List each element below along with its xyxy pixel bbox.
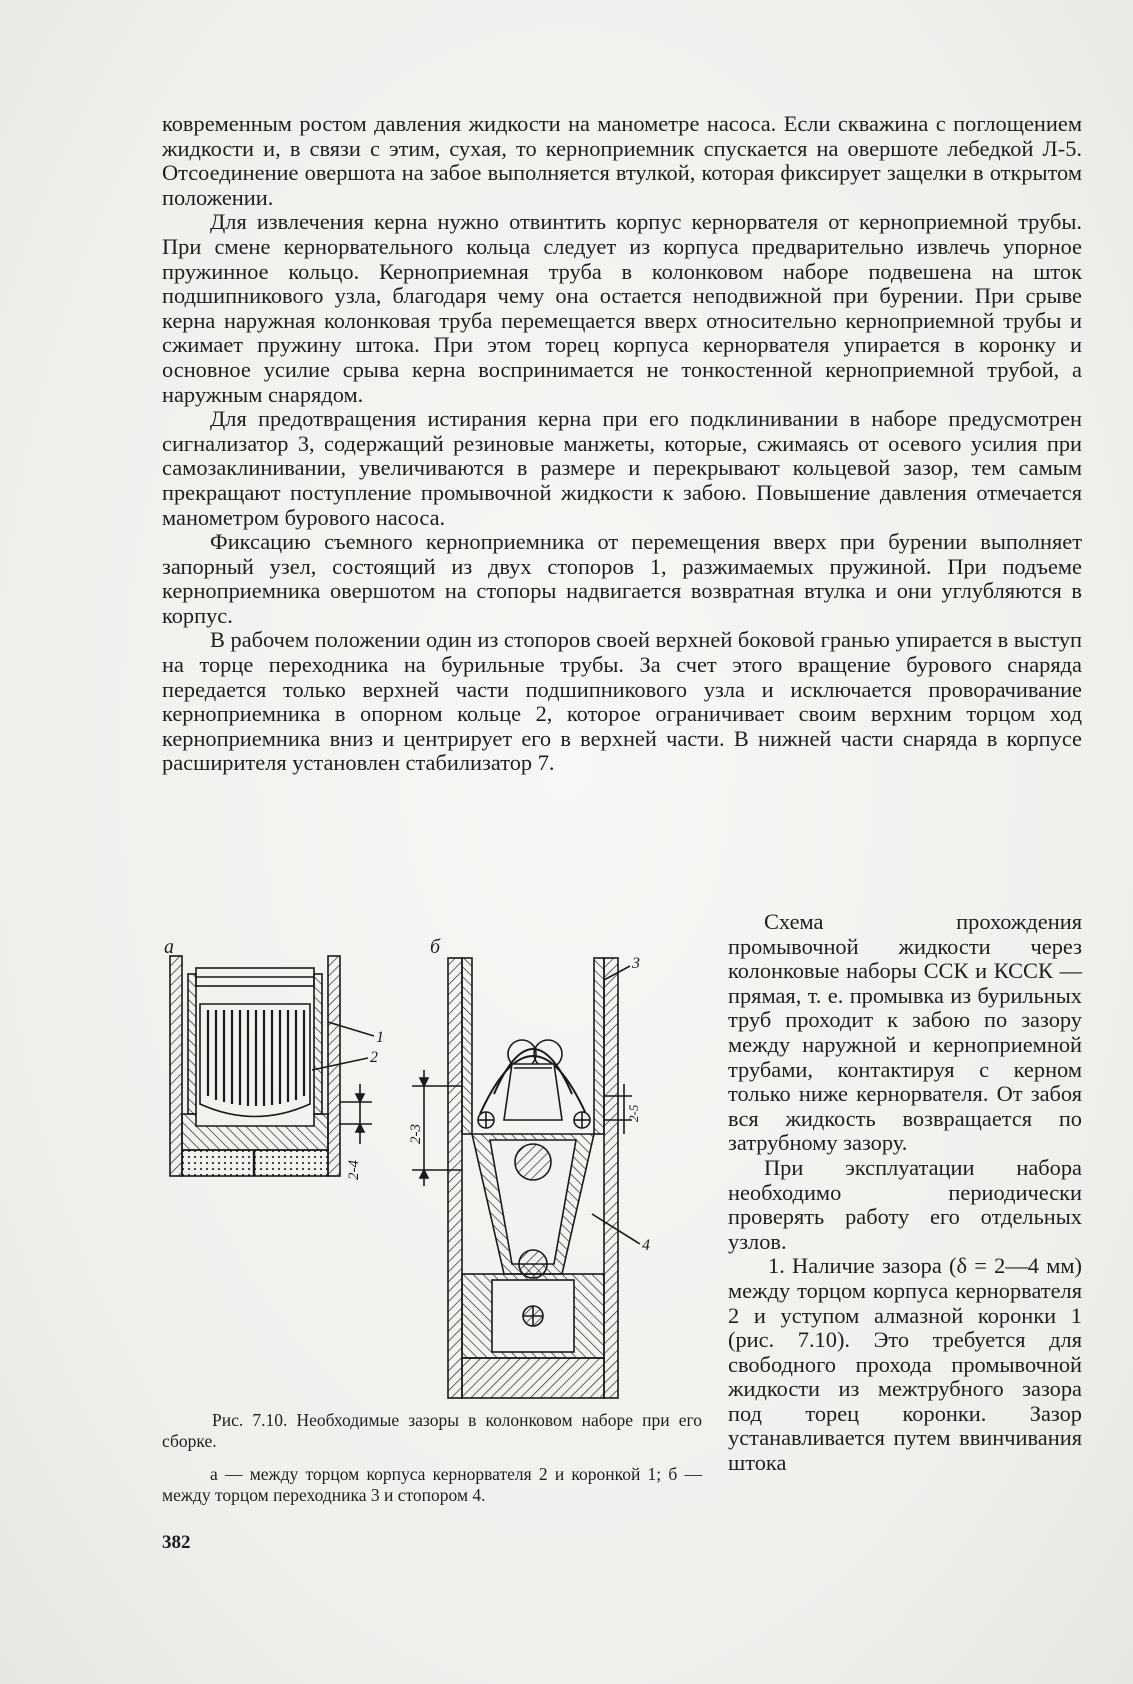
callout-b-4: 4	[642, 1237, 650, 1254]
dim-b-2-5: 2-5	[626, 1104, 641, 1122]
dim-a-2-4: 2-4	[346, 1160, 362, 1180]
caption-legend: а — между торцом корпуса кернорвателя 2 и коронкой 1; б — между торцом переходника 3 и стопором 4.	[162, 1464, 702, 1505]
main-text	[162, 112, 1082, 776]
page-number: 382	[162, 1532, 191, 1553]
figure-caption	[162, 1410, 702, 1506]
paragraph-4: Фиксацию съемного керноприемника от перемещения вверх при бурении выполняет запорный узел, состоящий из двух стопоров 1, разжимаемых пружиной. При подъеме керноприемника овершотом на стопоры надвигается возвратная втулка и они углубляются в корпус.	[162, 529, 1082, 628]
side-paragraph-2: При эксплуатации набора необходимо периодически проверять работу его отдельных узлов.	[728, 1154, 1082, 1254]
callout-a-2: 2	[370, 1049, 378, 1066]
side-paragraph-3: 1. Наличие зазора (δ = 2—4 мм) между торцом корпуса кернорвателя 2 и уступом алмазной коронки 1 (рис. 7.10). Это требуется для свободного прохода промывочной жидкости из межтрубного зазора под торец коронки. Зазор устанавливается путем ввинчивания штока	[728, 1253, 1082, 1476]
paragraph-3: Для предотвращения истирания керна при его подклинивании в наборе предусмотрен сигнализатор 3, содержащий резиновые манжеты, которые, сжимаясь от осевого усилия при самозаклинивании, увеличиваются в размере и перекрывают кольцевой зазор, тем самым прекращают поступление промывочной жидкости к забою. Повышение давления отмечается манометром бурового насоса.	[162, 406, 1082, 530]
figure-label-a: а	[164, 936, 174, 958]
dim-b-2-3: 2-3	[408, 1124, 424, 1144]
paragraph-1: ковременным ростом давления жидкости на манометре насоса. Если скважина с поглощением жидкости и, в связи с этим, сухая, то керноприемник спускается на овершоте лебедкой Л-5. Отсоединение овершота на забое выполняется втулкой, которая фиксирует защелки в открытом положении.	[162, 111, 1082, 210]
caption-title: Рис. 7.10. Необходимые зазоры в колонковом наборе при его сборке.	[162, 1410, 702, 1451]
drawing-a	[170, 956, 374, 1176]
figure-7-10	[162, 936, 702, 1414]
callout-a-1: 1	[376, 1029, 384, 1046]
paragraph-5: В рабочем положении один из стопоров своей верхней боковой гранью упирается в выступ на торце переходника на бурильные трубы. За счет этого вращение бурового снаряда передается только верхней части подшипникового узла и исключается проворачивание керноприемника в опорном кольце 2, которое ограничивает своим верхним торцом ход керноприемника вниз и центрирует его в верхней части. В нижней части снаряда в корпусе расширителя установлен стабилизатор 7.	[162, 627, 1082, 776]
callout-b-3: 3	[632, 955, 640, 972]
paragraph-2: Для извлечения керна нужно отвинтить корпус кернорвателя от керноприемной трубы. При смене кернорвательного кольца следует из корпуса предварительно извлечь упорное пружинное кольцо. Керноприемная труба в колонковом наборе подвешена на шток подшипникового узла, благодаря чему она остается неподвижной при бурении. При срыве керна наружная колонковая труба перемещается вверх относительно керноприемной трубы и сжимает пружину штока. При этом торец корпуса кернорвателя упирается в коронку и основное усилие срыва керна воспринимается не тонкостенной керноприемной трубой, а наружным снарядом.	[162, 209, 1082, 407]
figure-label-b: б	[430, 936, 441, 958]
core-barrel-drawing	[162, 944, 702, 1414]
side-paragraph-1: Схема прохождения промывочной жидкости через колонковые наборы ССК и КССК — прямая, т. е. промывка из бурильных труб проходит к забою по зазору между наружной и керноприемной трубами, контактируя с керном только ниже кернорвателя. От забоя вся жидкость возвращается по затрубному зазору.	[728, 909, 1082, 1156]
side-text	[728, 910, 1082, 1476]
drawing-b	[412, 958, 640, 1398]
